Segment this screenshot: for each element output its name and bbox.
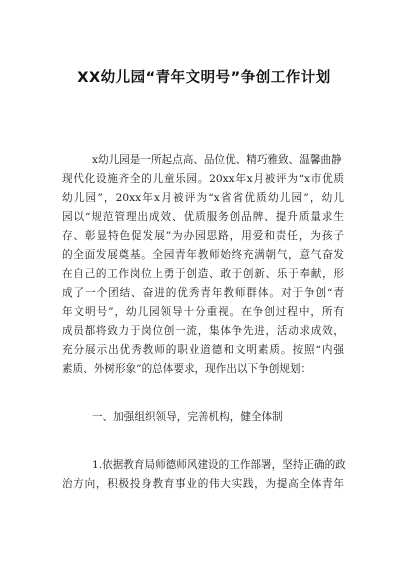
paragraph-line: 1.依据教育局师德师风建设的工作部署，坚持正确的政 — [92, 459, 346, 471]
paragraph-line: 园以“规范管理出成效、优质服务创品牌、提升质量求生 — [62, 211, 344, 223]
paragraph-line: 成了一个团结、奋进的优秀青年教师群体。对于争创“青 — [62, 287, 344, 299]
paragraph-line: x幼儿园是一所起点高、品位优、精巧雅致、温馨曲静 — [92, 154, 342, 166]
paragraph-line: 存、彰显特色促发展”为办园思路，用爱和责任，为孩子 — [62, 230, 344, 242]
paragraph-line: 素质、外树形象”的总体要求，现作出以下争创规划： — [62, 363, 312, 375]
document-title: XX幼儿园“青年文明号”争创工作计划 — [77, 70, 331, 86]
paragraph-line: 在自己的工作岗位上勇于创造、敢于创新、乐于奉献，形 — [62, 268, 344, 280]
paragraph-line: 现代化设施齐全的儿童乐园。20xx年x月被评为“x市优质 — [62, 173, 344, 185]
section-heading: 一、加强组织领导，完善机构，健全体制 — [92, 411, 283, 423]
paragraph-line: 治方向，积极投身教育事业的伟大实践，为提高全体青年 — [62, 478, 344, 490]
paragraph-line: 年文明号”，幼儿园领导十分重视。在争创过程中，所有 — [62, 306, 344, 318]
paragraph-line: 的全面发展奠基。全园青年教师始终充满朝气，意气奋发 — [62, 249, 344, 261]
paragraph-line: 幼儿园”，20xx年x月被评为“x省省优质幼儿园”，幼儿 — [62, 192, 344, 204]
paragraph-line: 成员都将致力于岗位创一流，集体争先进，活动求成效， — [62, 325, 344, 337]
paragraph-line: 充分展示出优秀教师的职业道德和文明素质。按照“内强 — [62, 344, 344, 356]
